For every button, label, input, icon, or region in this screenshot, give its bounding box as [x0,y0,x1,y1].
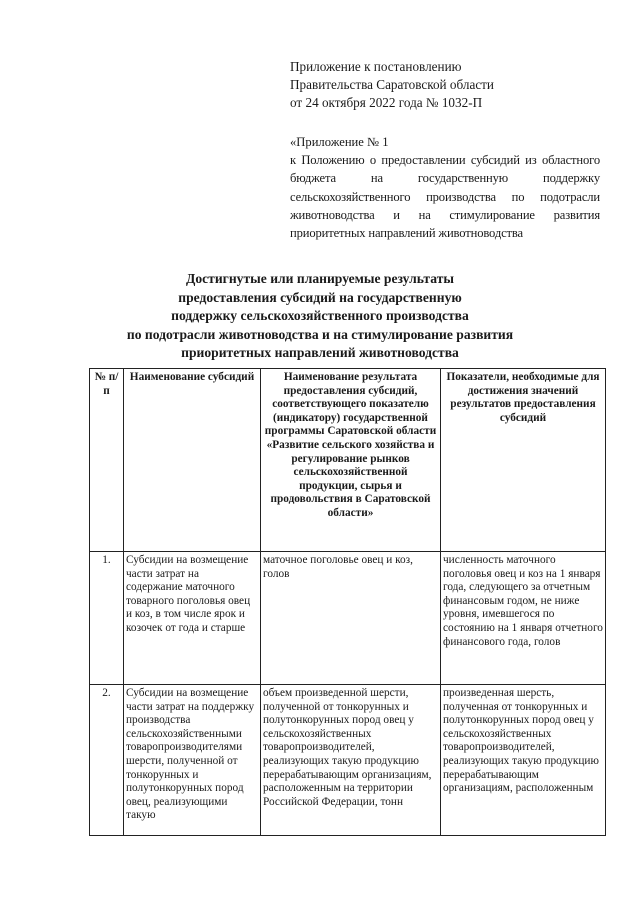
cell-number: 2. [90,685,124,836]
regulation-reference [290,133,600,242]
cell-subsidy-name: Субсидии на возмещение части затрат на содержание маточного товарного поголовья овец и коз, в том числе ярок и козочек от года и старше [124,552,261,685]
header-result-name: Наименование результата предоставления субсидий, соответствующего показателю (индикатору) государственной программы Саратовской области «Развитие сельского хозяйства и регулирование рынков сельскохозяйственной продукции, сырья и продовольствия в Саратовской области» [261,369,441,552]
table-row [90,685,606,836]
regulation-appendix-number: «Приложение № 1 [290,135,389,149]
title-line: приоритетных направлений животноводства [181,345,459,361]
table-row [90,552,606,685]
document-title [60,270,580,363]
appendix-line: Приложение к постановлению [290,59,462,74]
header-indicators: Показатели, необходимые для достижения значений результатов предоставления субсидий [441,369,606,552]
cell-subsidy-name: Субсидии на возмещение части затрат на поддержку производства сельскохозяйственными товаропроизводителями шерсти, полученной от тонкорунных и полутонкорунных пород овец, реализующими такую [124,685,261,836]
cell-indicator: произведенная шерсть, полученная от тонкорунных и полутонкорунных пород овец у сельскохозяйственных товаропроизводителей, реализующих такую продукцию перерабатывающим организациям, расположенным [441,685,606,836]
table-header-row [90,369,606,552]
cell-result: объем произведенной шерсти, полученной от тонкорунных и полутонкорунных пород овец у сельскохозяйственных товаропроизводителей, реализующих такую продукцию перерабатывающим организациям, расположенным на территории Российской Федерации, тонн [261,685,441,836]
header-subsidy-name: Наименование субсидий [124,369,261,552]
regulation-body: к Положению о предоставлении субсидий из областного бюджета на государственную поддержку сельскохозяйственного производства по подотрасли животноводства и на стимулирование развития приоритетных направлений животноводства [290,153,600,241]
results-table [89,368,606,836]
appendix-line: Правительства Саратовской области [290,77,494,92]
title-line: предоставления субсидий на государственную [178,289,462,305]
appendix-header [290,58,602,112]
appendix-line: от 24 октября 2022 года № 1032-П [290,95,483,110]
title-line: поддержку сельскохозяйственного производства [171,308,469,324]
cell-result: маточное поголовье овец и коз, голов [261,552,441,685]
cell-number: 1. [90,552,124,685]
header-number: № п/п [90,369,124,552]
cell-indicator: численность маточного поголовья овец и коз на 1 января года, следующего за отчетным финансовым годом, не ниже уровня, имевшегося по состоянию на 1 января отчетного финансового года, голов [441,552,606,685]
title-line: Достигнутые или планируемые результаты [185,271,455,286]
title-line: по подотрасли животноводства и на стимулирование развития [126,326,514,342]
